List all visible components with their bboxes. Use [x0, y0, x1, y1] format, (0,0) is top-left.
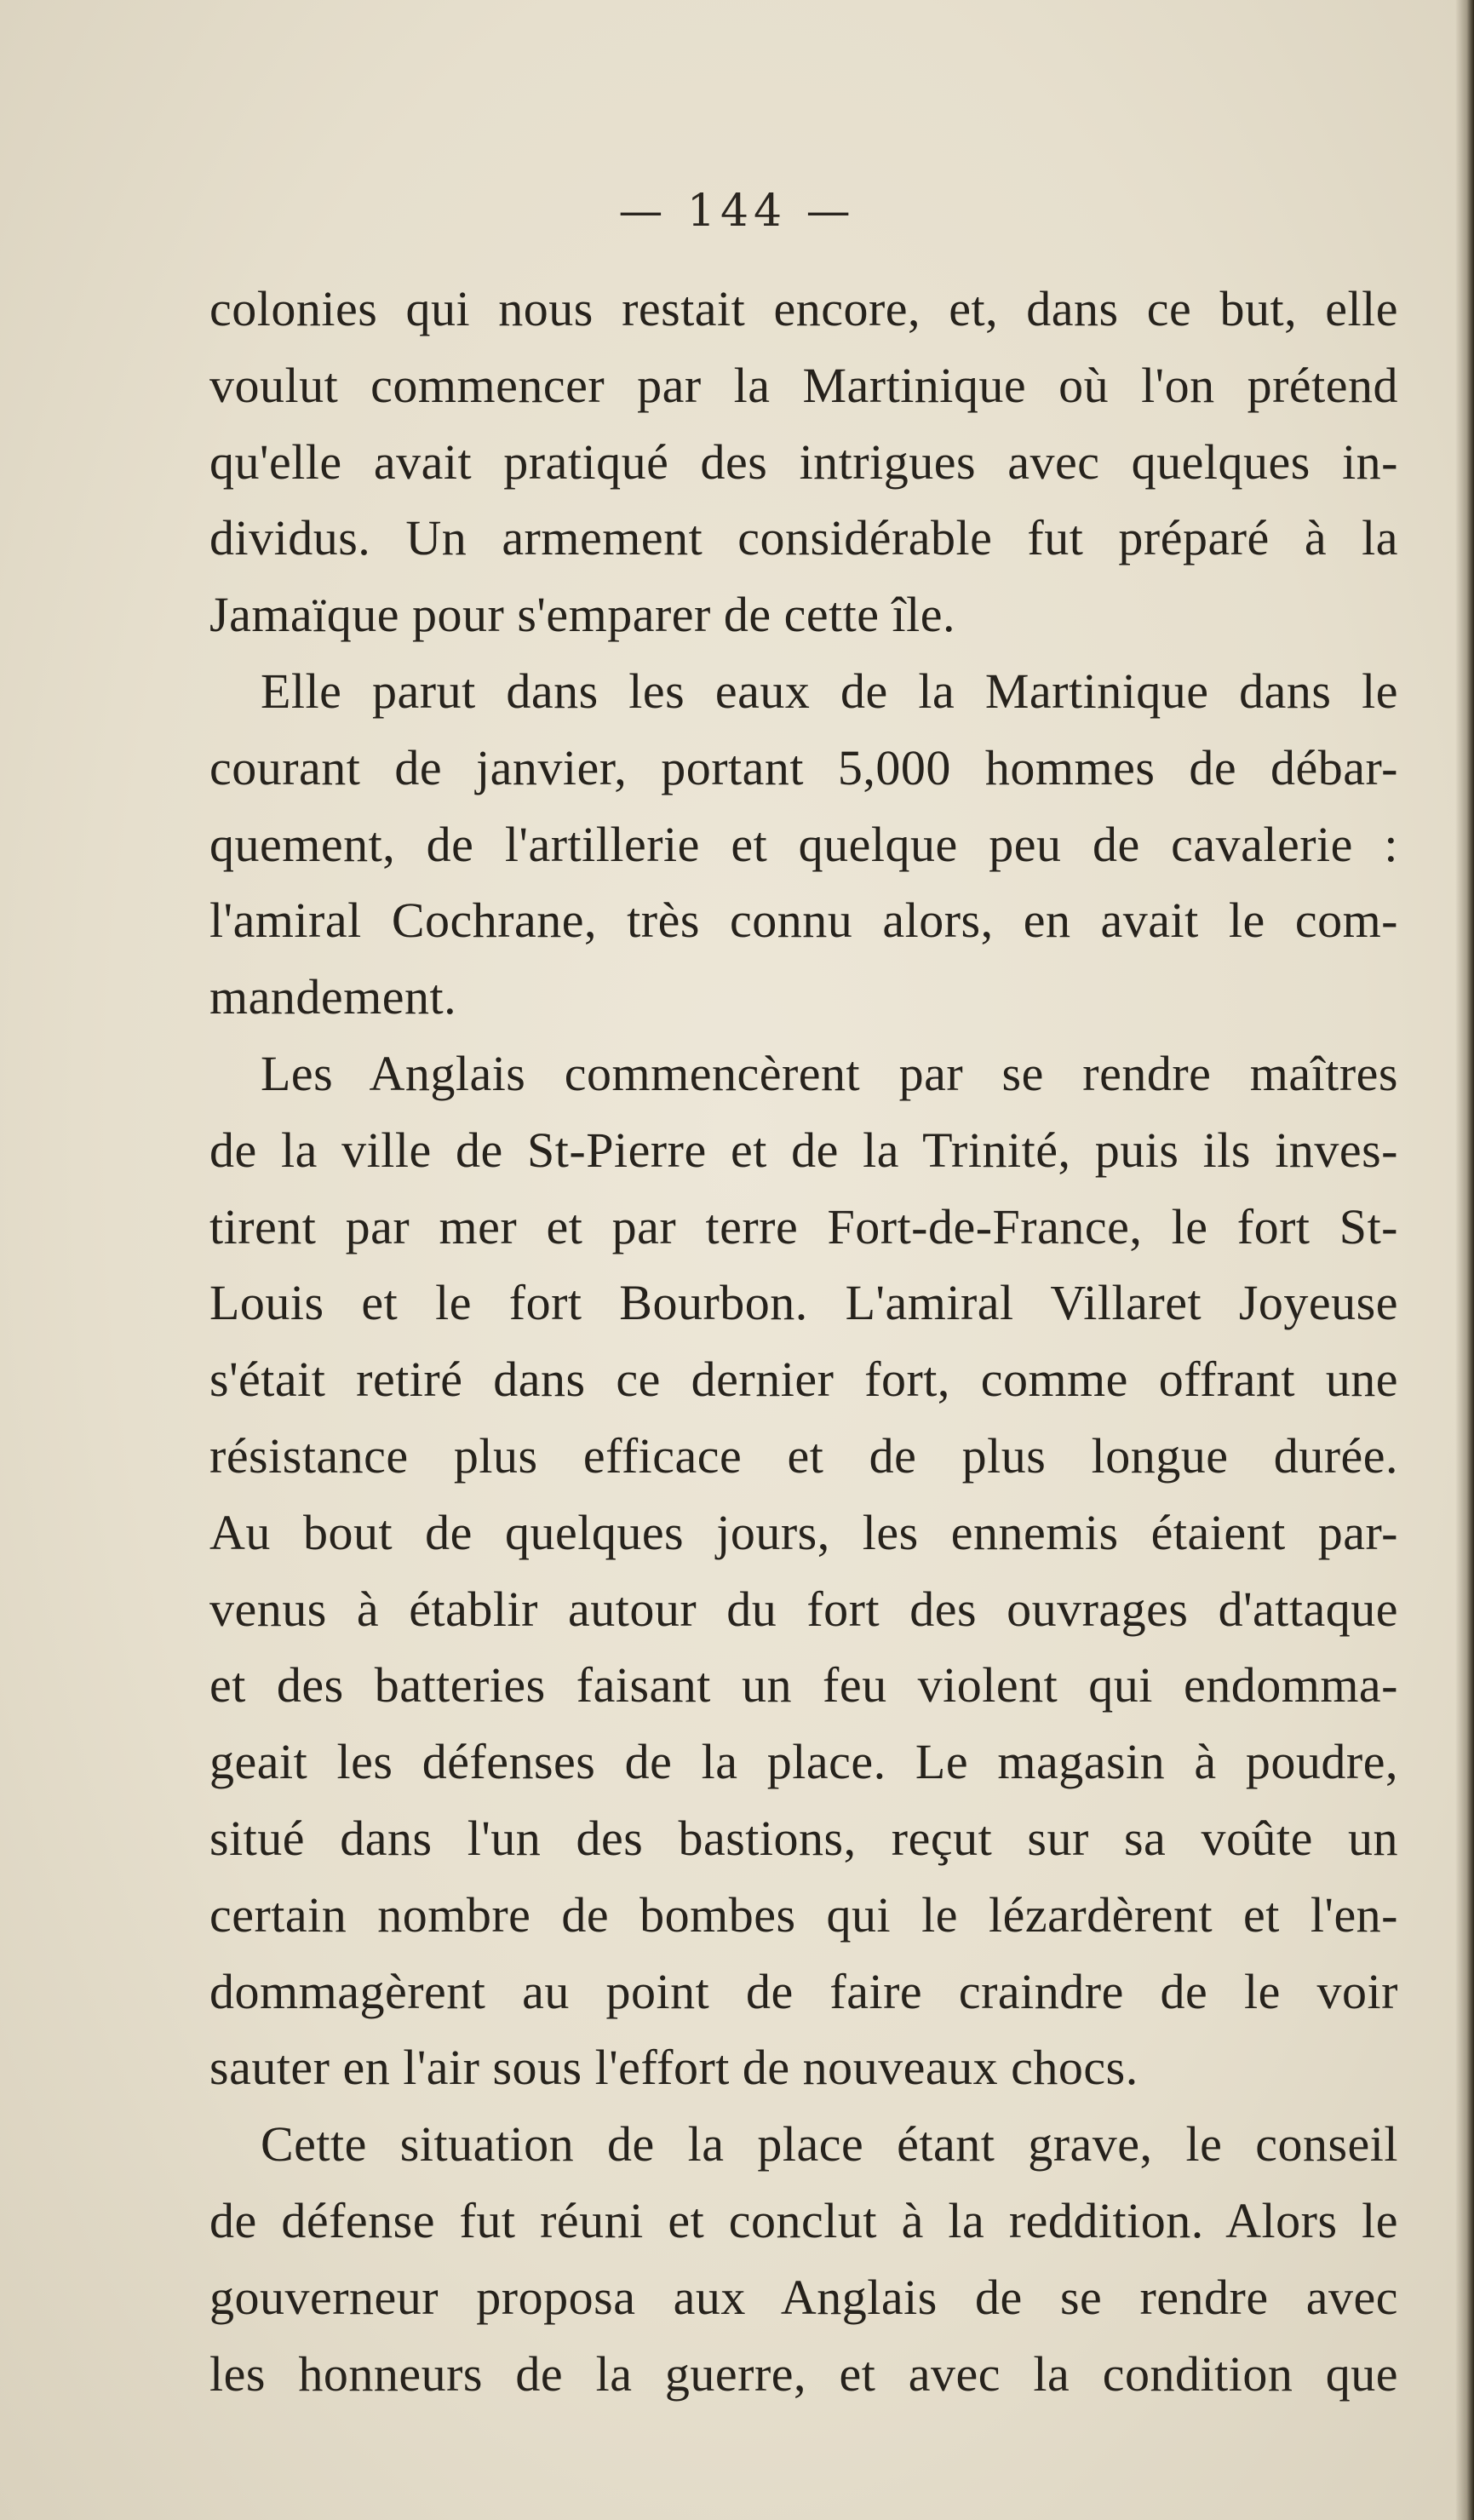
text-line: colonies qui nous restait encore, et, dans ce but, elle	[209, 281, 1398, 336]
page-number: — 144 —	[618, 186, 856, 237]
paragraph-4	[209, 2106, 1398, 2412]
text-line: tirent par mer et par terre Fort-de-France, le fort St-	[209, 1198, 1398, 1254]
body-text	[209, 271, 1398, 2412]
text-line: Au bout de quelques jours, les ennemis étaient par-	[209, 1504, 1398, 1560]
text-line: l'amiral Cochrane, très connu alors, en avait le com-	[209, 893, 1398, 949]
text-line: s'était retiré dans ce dernier fort, comme offrant une	[209, 1352, 1398, 1408]
text-line: Elle parut dans les eaux de la Martinique dans le	[261, 663, 1398, 719]
text-line: de défense fut réuni et conclut à la reddition. Alors le	[209, 2192, 1398, 2248]
text-line: venus à établir autour du fort des ouvrages d'attaque	[209, 1581, 1398, 1637]
text-line: quement, de l'artillerie et quelque peu de cavalerie :	[209, 816, 1398, 872]
page-edge-shadow	[1455, 0, 1474, 2520]
text-line: Jamaïque pour s'emparer de cette île.	[209, 587, 956, 643]
paragraph-2	[209, 653, 1398, 1036]
text-line: qu'elle avait pratiqué des intrigues avec quelques in-	[209, 433, 1398, 490]
text-line: voulut commencer par la Martinique où l'on prétend	[209, 357, 1398, 413]
text-line: dividus. Un armement considérable fut préparé à la	[209, 510, 1398, 566]
text-line: courant de janvier, portant 5,000 hommes de débar-	[209, 739, 1398, 795]
text-line: Les Anglais commencèrent par se rendre maîtres	[261, 1045, 1398, 1101]
paragraph-3	[209, 1036, 1398, 2106]
text-line: sauter en l'air sous l'effort de nouveaux chocs.	[209, 2040, 1138, 2096]
text-line: Louis et le fort Bourbon. L'amiral Villaret Joyeuse	[209, 1275, 1398, 1331]
text-line: gouverneur proposa aux Anglais de se rendre avec	[209, 2269, 1398, 2325]
text-line: Cette situation de la place étant grave, le conseil	[261, 2116, 1398, 2173]
paragraph-1	[209, 271, 1398, 653]
text-line: geait les défenses de la place. Le magasin à poudre,	[209, 1734, 1398, 1790]
text-line: résistance plus efficace et de plus longue durée.	[209, 1427, 1398, 1484]
text-line: de la ville de St-Pierre et de la Trinité, puis ils inves-	[209, 1122, 1398, 1178]
text-line: certain nombre de bombes qui le lézardèrent et l'en-	[209, 1886, 1398, 1943]
text-line: dommagèrent au point de faire craindre de le voir	[209, 1963, 1398, 2019]
text-line: mandement.	[209, 969, 457, 1025]
text-line: et des batteries faisant un feu violent qui endomma-	[209, 1657, 1398, 1713]
text-line: situé dans l'un des bastions, reçut sur sa voûte un	[209, 1810, 1398, 1866]
text-line: les honneurs de la guerre, et avec la condition que	[209, 2345, 1398, 2402]
